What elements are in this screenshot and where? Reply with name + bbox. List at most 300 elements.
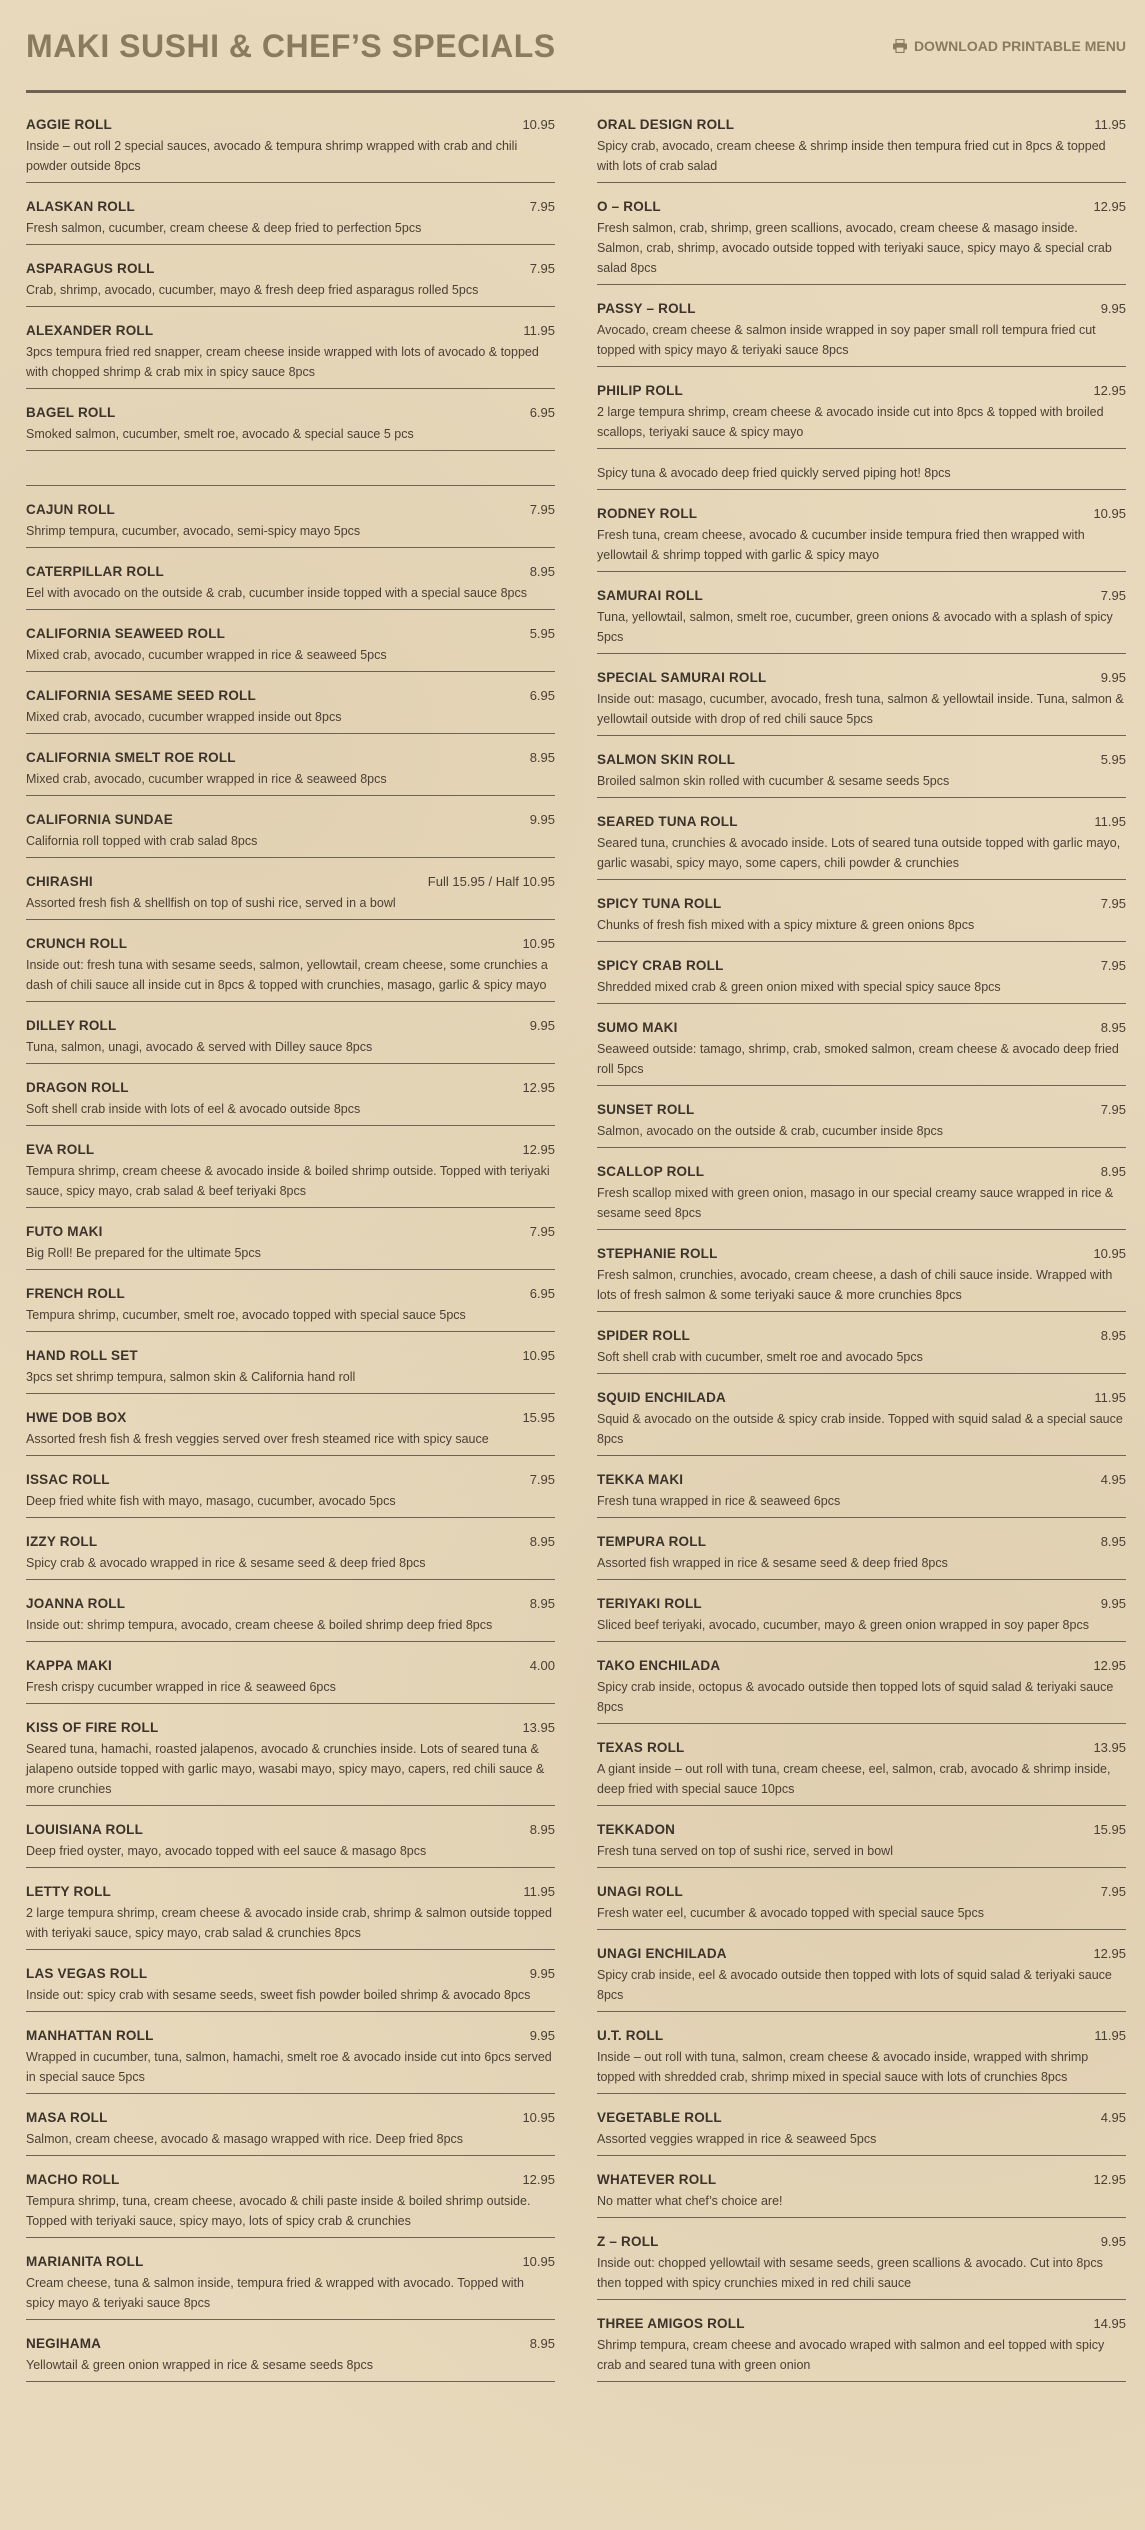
menu-item-header: [597, 1882, 1126, 1901]
menu-item-header: [26, 1594, 555, 1613]
menu-item-name: U.T. ROLL: [597, 2028, 664, 2043]
menu-item-name: SUNSET ROLL: [597, 1102, 695, 1117]
menu-item-name: SUMO MAKI: [597, 1020, 678, 1035]
menu-item-description: 2 large tempura shrimp, cream cheese & avocado inside crab, shrimp & salmon outside topped with teriyaki sauce, spicy mayo, crab salad & crunchies 8pcs: [26, 1906, 552, 1940]
menu-item-description: Spicy tuna & avocado deep fried quickly served piping hot! 8pcs: [597, 466, 951, 480]
menu-item: [597, 115, 1126, 183]
menu-item: [26, 1408, 555, 1456]
menu-item-name: CHIRASHI: [26, 874, 93, 889]
menu-item: [26, 1016, 555, 1064]
menu-item-name: TEKKA MAKI: [597, 1472, 684, 1487]
menu-item: [26, 810, 555, 858]
menu-item-description: Mixed crab, avocado, cucumber wrapped in rice & seaweed 8pcs: [26, 772, 387, 786]
menu-item-price: 9.95: [1100, 1596, 1126, 1611]
menu-item-header: [26, 321, 555, 340]
menu-item-header: [597, 2232, 1126, 2251]
menu-item-header: [26, 1718, 555, 1737]
menu-item-name: TEMPURA ROLL: [597, 1534, 707, 1549]
menu-item-price: 12.95: [1093, 1658, 1126, 1673]
menu-item: [26, 2334, 555, 2382]
menu-item-name: ALASKAN ROLL: [26, 199, 135, 214]
menu-item-description: Chunks of fresh fish mixed with a spicy mixture & green onions 8pcs: [597, 918, 975, 932]
menu-columns: [26, 115, 1126, 2396]
menu-item: [597, 1532, 1126, 1580]
menu-item-description: Squid & avocado on the outside & spicy crab inside. Topped with squid salad & a special sauce 8pcs: [597, 1412, 1123, 1446]
menu-item-name: STEPHANIE ROLL: [597, 1246, 718, 1261]
menu-item-price: 8.95: [529, 564, 555, 579]
menu-item-price: 7.95: [529, 1224, 555, 1239]
menu-item-name: HAND ROLL SET: [26, 1348, 138, 1363]
menu-item: [26, 1140, 555, 1208]
menu-item: [597, 1882, 1126, 1930]
menu-item-header: [597, 750, 1126, 769]
menu-item-price: 13.95: [1093, 1740, 1126, 1755]
menu-item: [597, 504, 1126, 572]
menu-item-name: TERIYAKI ROLL: [597, 1596, 702, 1611]
menu-item-header: [26, 1470, 555, 1489]
menu-item: [597, 586, 1126, 654]
menu-item-header: [597, 1162, 1126, 1181]
menu-item-header: [597, 956, 1126, 975]
menu-item: [597, 2232, 1126, 2300]
menu-item: [597, 1594, 1126, 1642]
menu-item-header: [597, 1820, 1126, 1839]
menu-item: [597, 463, 1126, 490]
menu-item-price: 12.95: [1093, 1946, 1126, 1961]
menu-item-header: [597, 1018, 1126, 1037]
menu-item-price: Full 15.95 / Half 10.95: [427, 874, 555, 889]
menu-item-description: Fresh tuna wrapped in rice & seaweed 6pcs: [597, 1494, 841, 1508]
menu-item: [597, 1470, 1126, 1518]
menu-item-header: [597, 1388, 1126, 1407]
menu-item-name: LOUISIANA ROLL: [26, 1822, 144, 1837]
menu-item-price: 7.95: [529, 261, 555, 276]
menu-item-header: [597, 2108, 1126, 2127]
menu-item: [597, 2170, 1126, 2218]
menu-item-name: SQUID ENCHILADA: [597, 1390, 727, 1405]
menu-item-header: [597, 381, 1126, 400]
menu-item-description: 2 large tempura shrimp, cream cheese & avocado inside cut into 8pcs & topped with broiled scallops, teriyaki sauce & spicy mayo: [597, 405, 1104, 439]
menu-item-name: O – ROLL: [597, 199, 661, 214]
menu-item-header: [597, 1244, 1126, 1263]
menu-item: [597, 2108, 1126, 2156]
menu-item-description: Inside – out roll with tuna, salmon, cream cheese & avocado inside, wrapped with shrimp topped with shredded crab, shrimp mixed in special sauce with lots of crunchies 8pcs: [597, 2050, 1089, 2084]
menu-item-header: [597, 299, 1126, 318]
menu-item-price: 12.95: [1093, 2172, 1126, 2187]
menu-item-header: [597, 1594, 1126, 1613]
menu-item-header: [26, 2334, 555, 2353]
menu-item-name: WHATEVER ROLL: [597, 2172, 717, 2187]
menu-item: [597, 197, 1126, 285]
menu-item-price: 10.95: [1093, 506, 1126, 521]
menu-item-name: LETTY ROLL: [26, 1884, 111, 1899]
menu-item-header: [597, 115, 1126, 134]
menu-item: [26, 872, 555, 920]
menu-item: [26, 1078, 555, 1126]
menu-item: [26, 686, 555, 734]
menu-item-header: [597, 586, 1126, 605]
menu-item-header: [26, 115, 555, 134]
menu-item: [26, 1594, 555, 1642]
menu-item-header: [26, 2170, 555, 2189]
menu-item-description: Salmon, avocado on the outside & crab, cucumber inside 8pcs: [597, 1124, 944, 1138]
menu-item-name: SPECIAL SAMURAI ROLL: [597, 670, 767, 685]
menu-item-header: [26, 500, 555, 519]
menu-item-name: JOANNA ROLL: [26, 1596, 126, 1611]
menu-item-name: IZZY ROLL: [26, 1534, 98, 1549]
menu-item: [597, 1244, 1126, 1312]
menu-item-header: [26, 1408, 555, 1427]
menu-item-header: [597, 2026, 1126, 2045]
menu-item-price: 5.95: [1100, 752, 1126, 767]
menu-item-name: CRUNCH ROLL: [26, 936, 128, 951]
menu-item-name: VEGETABLE ROLL: [597, 2110, 722, 2125]
menu-item-price: 4.95: [1100, 1472, 1126, 1487]
menu-item-description: Tempura shrimp, tuna, cream cheese, avocado & chili paste inside & boiled shrimp outside. Topped with teriyaki sauce, spicy mayo, lots of spicy crab & crunchies: [26, 2194, 531, 2228]
menu-item: [26, 1284, 555, 1332]
menu-item-header: [26, 686, 555, 705]
menu-item: [26, 1346, 555, 1394]
menu-item: [597, 1820, 1126, 1868]
menu-item-description: Assorted fresh fish & fresh veggies served over fresh steamed rice with spicy sauce: [26, 1432, 489, 1446]
menu-item-description: Shrimp tempura, cream cheese and avocado wraped with salmon and eel topped with spicy crab and seared tuna with green onion: [597, 2338, 1105, 2372]
menu-item-header: [26, 1882, 555, 1901]
menu-item-name: RODNEY ROLL: [597, 506, 698, 521]
menu-item-name: MANHATTAN ROLL: [26, 2028, 154, 2043]
menu-item-price: 7.95: [529, 1472, 555, 1487]
menu-item: [26, 465, 555, 486]
menu-item-price: 8.95: [529, 1822, 555, 1837]
menu-item-header: [26, 748, 555, 767]
menu-item-description: Fresh tuna, cream cheese, avocado & cucumber inside tempura fried then wrapped with yellowtail & shrimp topped with garlic & spicy mayo: [597, 528, 1085, 562]
menu-item-description: California roll topped with crab salad 8pcs: [26, 834, 258, 848]
menu-item-name: SPICY CRAB ROLL: [597, 958, 724, 973]
menu-item-name: KAPPA MAKI: [26, 1658, 112, 1673]
menu-item-header: [597, 2170, 1126, 2189]
menu-item: [597, 956, 1126, 1004]
menu-item: [26, 1532, 555, 1580]
menu-item-price: 7.95: [1100, 588, 1126, 603]
menu-item-header: [597, 1100, 1126, 1119]
menu-item-price: 7.95: [1100, 1102, 1126, 1117]
menu-item-name: PHILIP ROLL: [597, 383, 683, 398]
menu-item-description: Seared tuna, hamachi, roasted jalapenos, avocado & crunchies inside. Lots of seared tuna & jalapeno outside topped with garlic mayo, wasabi mayo, spicy mayo, capers, red chili sauce & more crunchies: [26, 1742, 545, 1796]
menu-item: [597, 1100, 1126, 1148]
menu-item-header: [597, 2314, 1126, 2333]
menu-item-name: HWE DOB BOX: [26, 1410, 127, 1425]
menu-item-description: Avocado, cream cheese & salmon inside wrapped in soy paper small roll tempura fried cut topped with spicy mayo & teriyaki sauce 8pcs: [597, 323, 1096, 357]
menu-item-price: 10.95: [522, 1348, 555, 1363]
menu-item-description: Seaweed outside: tamago, shrimp, crab, smoked salmon, cream cheese & avocado deep fried roll 5pcs: [597, 1042, 1119, 1076]
menu-item-header: [597, 1532, 1126, 1551]
menu-item-header: [26, 1820, 555, 1839]
menu-item: [597, 2314, 1126, 2382]
menu-item: [26, 1718, 555, 1806]
menu-item-name: MARIANITA ROLL: [26, 2254, 144, 2269]
menu-item-name: PASSY – ROLL: [597, 301, 696, 316]
menu-item-description: Smoked salmon, cucumber, smelt roe, avocado & special sauce 5 pcs: [26, 427, 414, 441]
menu-item-header: [26, 1140, 555, 1159]
menu-item-price: 10.95: [522, 2254, 555, 2269]
menu-item: [597, 2026, 1126, 2094]
menu-item-name: CALIFORNIA SUNDAE: [26, 812, 173, 827]
menu-item-price: 12.95: [1093, 199, 1126, 214]
menu-item-price: 8.95: [529, 750, 555, 765]
menu-item-name: MACHO ROLL: [26, 2172, 120, 2187]
menu-item-header: [26, 562, 555, 581]
menu-item-name: SCALLOP ROLL: [597, 1164, 705, 1179]
menu-item-header: [26, 403, 555, 422]
menu-item: [26, 2170, 555, 2238]
menu-item-price: 7.95: [1100, 896, 1126, 911]
menu-item-header: [26, 1284, 555, 1303]
menu-item-price: 11.95: [1094, 1390, 1126, 1405]
menu-item: [26, 1882, 555, 1950]
menu-item: [26, 2252, 555, 2320]
menu-item: [597, 812, 1126, 880]
menu-item-price: 10.95: [522, 2110, 555, 2125]
menu-item-price: 6.95: [529, 405, 555, 420]
menu-item-description: Tuna, yellowtail, salmon, smelt roe, cucumber, green onions & avocado with a splash of spicy 5pcs: [597, 610, 1113, 644]
menu-item: [597, 299, 1126, 367]
menu-item-name: THREE AMIGOS ROLL: [597, 2316, 745, 2331]
menu-item-description: Eel with avocado on the outside & crab, cucumber inside topped with a special sauce 8pcs: [26, 586, 527, 600]
menu-item-header: [26, 1222, 555, 1241]
menu-item-header: [26, 197, 555, 216]
menu-item-header: [597, 1738, 1126, 1757]
menu-item-name: UNAGI ROLL: [597, 1884, 683, 1899]
menu-item-description: Yellowtail & green onion wrapped in rice & sesame seeds 8pcs: [26, 2358, 373, 2372]
menu-item-description: Fresh crispy cucumber wrapped in rice & seaweed 6pcs: [26, 1680, 336, 1694]
menu-item-price: 8.95: [1100, 1020, 1126, 1035]
menu-item: [597, 381, 1126, 449]
menu-item-price: 9.95: [529, 2028, 555, 2043]
menu-item-header: [26, 1656, 555, 1675]
menu-item: [26, 500, 555, 548]
menu-item: [26, 562, 555, 610]
menu-item: [26, 1656, 555, 1704]
menu-item-name: DRAGON ROLL: [26, 1080, 129, 1095]
menu-item-name: CATERPILLAR ROLL: [26, 564, 164, 579]
menu-item: [26, 2026, 555, 2094]
menu-item-price: 7.95: [529, 199, 555, 214]
menu-item-description: No matter what chef’s choice are!: [597, 2194, 783, 2208]
menu-item-description: Spicy crab, avocado, cream cheese & shrimp inside then tempura fried cut in 8pcs & topped with lots of crab salad: [597, 139, 1106, 173]
menu-item-price: 8.95: [529, 1534, 555, 1549]
menu-item-description: [26, 465, 555, 479]
menu-item: [597, 1944, 1126, 2012]
menu-item: [26, 403, 555, 451]
menu-item-name: FRENCH ROLL: [26, 1286, 125, 1301]
menu-item-name: SPIDER ROLL: [597, 1328, 690, 1343]
menu-item-name: CALIFORNIA SESAME SEED ROLL: [26, 688, 256, 703]
menu-item-name: KISS OF FIRE ROLL: [26, 1720, 159, 1735]
menu-item-description: Salmon, cream cheese, avocado & masago wrapped with rice. Deep fried 8pcs: [26, 2132, 464, 2146]
menu-item-price: 9.95: [1100, 2234, 1126, 2249]
menu-item-description: 3pcs set shrimp tempura, salmon skin & California hand roll: [26, 1370, 356, 1384]
menu-item-description: Broiled salmon skin rolled with cucumber & sesame seeds 5pcs: [597, 774, 950, 788]
menu-item-description: Tempura shrimp, cucumber, smelt roe, avocado topped with special sauce 5pcs: [26, 1308, 466, 1322]
menu-item-description: Inside out: fresh tuna with sesame seeds, salmon, yellowtail, cream cheese, some crunchies a dash of chili sauce all inside cut in 8pcs & topped with crunchies, masago, garlic & spicy mayo: [26, 958, 548, 992]
menu-item-price: 12.95: [522, 2172, 555, 2187]
menu-item-description: Fresh scallop mixed with green onion, masago in our special creamy sauce wrapped in rice & sesame seed 8pcs: [597, 1186, 1114, 1220]
menu-item-description: Fresh tuna served on top of sushi rice, served in bowl: [597, 1844, 893, 1858]
menu-item: [26, 115, 555, 183]
menu-item-name: TEKKADON: [597, 1822, 676, 1837]
menu-item-price: 11.95: [1094, 2028, 1126, 2043]
menu-item-price: 6.95: [529, 1286, 555, 1301]
menu-item: [597, 750, 1126, 798]
menu-item: [26, 2108, 555, 2156]
menu-item-name: NEGIHAMA: [26, 2336, 102, 2351]
menu-column-left: [26, 115, 555, 2396]
menu-item: [26, 1964, 555, 2012]
menu-item-header: [26, 2252, 555, 2271]
menu-item-name: DILLEY ROLL: [26, 1018, 117, 1033]
menu-item-header: [597, 504, 1126, 523]
menu-item-price: 9.95: [529, 812, 555, 827]
menu-item-price: 10.95: [522, 936, 555, 951]
menu-item-price: 6.95: [529, 688, 555, 703]
menu-item: [26, 624, 555, 672]
menu-item-price: 10.95: [1093, 1246, 1126, 1261]
menu-item-description: Wrapped in cucumber, tuna, salmon, hamachi, smelt roe & avocado inside cut into 6pcs served in special sauce 5pcs: [26, 2050, 552, 2084]
menu-item-price: 9.95: [529, 1018, 555, 1033]
menu-item-name: SAMURAI ROLL: [597, 588, 703, 603]
menu-item-header: [597, 1944, 1126, 1963]
menu-item-description: Crab, shrimp, avocado, cucumber, mayo & fresh deep fried asparagus rolled 5pcs: [26, 283, 479, 297]
menu-item-price: 11.95: [1094, 814, 1126, 829]
menu-item-header: [597, 668, 1126, 687]
menu-item-name: CAJUN ROLL: [26, 502, 115, 517]
download-label: DOWNLOAD PRINTABLE MENU: [913, 38, 1126, 54]
menu-item-description: A giant inside – out roll with tuna, cream cheese, eel, salmon, crab, avocado & shrimp inside, deep fried with special sauce 10pcs: [597, 1762, 1111, 1796]
menu-item-description: Inside out: chopped yellowtail with sesame seeds, green scallions & avocado. Cut into 8pcs then topped with spicy crunchies mixed in red chili sauce: [597, 2256, 1103, 2290]
menu-item-header: [26, 2026, 555, 2045]
menu-item: [597, 1656, 1126, 1724]
menu-item-name: ORAL DESIGN ROLL: [597, 117, 735, 132]
menu-item-description: Fresh salmon, crab, shrimp, green scallions, avocado, cream cheese & masago inside. Salmon, crab, shrimp, avocado outside topped with teriyaki sauce, spicy mayo & special crab salad 8pcs: [597, 221, 1112, 275]
menu-item-name: SALMON SKIN ROLL: [597, 752, 736, 767]
menu-item-description: Fresh salmon, crunchies, avocado, cream cheese, a dash of chili sauce inside. Wrapped with lots of fresh salmon & some teriyaki sauce & more crunchies 8pcs: [597, 1268, 1113, 1302]
menu-item-name: ISSAC ROLL: [26, 1472, 110, 1487]
menu-item-description: Spicy crab & avocado wrapped in rice & sesame seed & deep fried 8pcs: [26, 1556, 426, 1570]
menu-item: [26, 934, 555, 1002]
menu-item-description: Spicy crab inside, eel & avocado outside then topped with lots of squid salad & teriyaki sauce 8pcs: [597, 1968, 1112, 2002]
menu-item: [597, 1388, 1126, 1456]
menu-item-price: 8.95: [1100, 1328, 1126, 1343]
menu-item: [26, 259, 555, 307]
menu-item-name: SEARED TUNA ROLL: [597, 814, 738, 829]
menu-item-description: Assorted fish wrapped in rice & sesame seed & deep fried 8pcs: [597, 1556, 948, 1570]
menu-page: [26, 24, 1126, 2396]
menu-item-price: 11.95: [523, 1884, 555, 1899]
menu-item-name: EVA ROLL: [26, 1142, 95, 1157]
menu-item-description: Shrimp tempura, cucumber, avocado, semi-spicy mayo 5pcs: [26, 524, 361, 538]
menu-item-price: 7.95: [1100, 958, 1126, 973]
menu-item-header: [26, 1078, 555, 1097]
menu-item-name: TAKO ENCHILADA: [597, 1658, 721, 1673]
menu-item-description: Seared tuna, crunchies & avocado inside. Lots of seared tuna outside topped with garlic mayo, garlic wasabi, spicy mayo, some capers, chili powder & crunchies: [597, 836, 1121, 870]
menu-column-right: [597, 115, 1126, 2396]
menu-item-header: [26, 2108, 555, 2127]
menu-item-header: [26, 259, 555, 278]
menu-item: [597, 894, 1126, 942]
menu-item-description: Sliced beef teriyaki, avocado, cucumber, mayo & green onion wrapped in soy paper 8pcs: [597, 1618, 1089, 1632]
menu-item-description: Tuna, salmon, unagi, avocado & served with Dilley sauce 8pcs: [26, 1040, 373, 1054]
menu-item-description: Fresh water eel, cucumber & avocado topped with special sauce 5pcs: [597, 1906, 985, 1920]
menu-item: [26, 197, 555, 245]
menu-item-header: [26, 872, 555, 891]
menu-item-price: 15.95: [1093, 1822, 1126, 1837]
menu-item-price: 8.95: [529, 2336, 555, 2351]
menu-item-header: [597, 1656, 1126, 1675]
menu-item-price: 8.95: [529, 1596, 555, 1611]
menu-item-description: Inside – out roll 2 special sauces, avocado & tempura shrimp wrapped with crab and chili powder outside 8pcs: [26, 139, 518, 173]
menu-item-header: [26, 934, 555, 953]
download-printable-menu-link[interactable]: [892, 38, 1126, 54]
menu-item-description: Cream cheese, tuna & salmon inside, tempura fried & wrapped with avocado. Topped with spicy mayo & teriyaki sauce 8pcs: [26, 2276, 524, 2310]
menu-item-price: 11.95: [523, 323, 555, 338]
menu-item-price: 15.95: [522, 1410, 555, 1425]
menu-item-header: [597, 197, 1126, 216]
menu-item-description: Inside out: masago, cucumber, avocado, fresh tuna, salmon & yellowtail inside. Tuna, salmon & yellowtail outside with drop of red chili sauce 5pcs: [597, 692, 1124, 726]
menu-item-header: [26, 1964, 555, 1983]
menu-item-description: Shredded mixed crab & green onion mixed with special spicy sauce 8pcs: [597, 980, 1001, 994]
menu-item-price: 8.95: [1100, 1534, 1126, 1549]
menu-item: [26, 1222, 555, 1270]
menu-item-price: 13.95: [522, 1720, 555, 1735]
menu-item-price: 5.95: [529, 626, 555, 641]
menu-item: [597, 1162, 1126, 1230]
menu-item-name: CALIFORNIA SMELT ROE ROLL: [26, 750, 236, 765]
menu-header: [26, 24, 1126, 93]
menu-item-name: Z – ROLL: [597, 2234, 659, 2249]
menu-item-description: Assorted fresh fish & shellfish on top of sushi rice, served in a bowl: [26, 896, 396, 910]
menu-item-name: CALIFORNIA SEAWEED ROLL: [26, 626, 226, 641]
menu-item-header: [26, 1532, 555, 1551]
menu-item-price: 4.00: [529, 1658, 555, 1673]
menu-item-price: 7.95: [529, 502, 555, 517]
menu-item-name: UNAGI ENCHILADA: [597, 1946, 727, 1961]
menu-item-price: 9.95: [529, 1966, 555, 1981]
menu-item-price: 10.95: [522, 117, 555, 132]
menu-item: [26, 321, 555, 389]
menu-item: [26, 1470, 555, 1518]
menu-item-name: TEXAS ROLL: [597, 1740, 685, 1755]
menu-item-name: MASA ROLL: [26, 2110, 108, 2125]
menu-item-name: BAGEL ROLL: [26, 405, 116, 420]
menu-item-description: Soft shell crab inside with lots of eel & avocado outside 8pcs: [26, 1102, 361, 1116]
menu-item-header: [26, 810, 555, 829]
menu-item-header: [26, 624, 555, 643]
menu-item-price: 7.95: [1100, 1884, 1126, 1899]
printer-icon: [892, 39, 908, 53]
menu-item-description: 3pcs tempura fried red snapper, cream cheese inside wrapped with lots of avocado & topped with chopped shrimp & crab mix in spicy sauce 8pcs: [26, 345, 539, 379]
menu-item-description: Deep fried white fish with mayo, masago, cucumber, avocado 5pcs: [26, 1494, 396, 1508]
menu-item: [597, 1018, 1126, 1086]
menu-item-name: LAS VEGAS ROLL: [26, 1966, 148, 1981]
menu-item-description: Big Roll! Be prepared for the ultimate 5pcs: [26, 1246, 261, 1260]
menu-item-header: [597, 1326, 1126, 1345]
menu-item-description: Mixed crab, avocado, cucumber wrapped inside out 8pcs: [26, 710, 342, 724]
menu-item-description: Fresh salmon, cucumber, cream cheese & deep fried to perfection 5pcs: [26, 221, 422, 235]
menu-item-description: Mixed crab, avocado, cucumber wrapped in rice & seaweed 5pcs: [26, 648, 387, 662]
menu-item-description: Inside out: shrimp tempura, avocado, cream cheese & boiled shrimp deep fried 8pcs: [26, 1618, 493, 1632]
menu-item-header: [26, 1016, 555, 1035]
menu-item-name: SPICY TUNA ROLL: [597, 896, 722, 911]
menu-item: [597, 668, 1126, 736]
